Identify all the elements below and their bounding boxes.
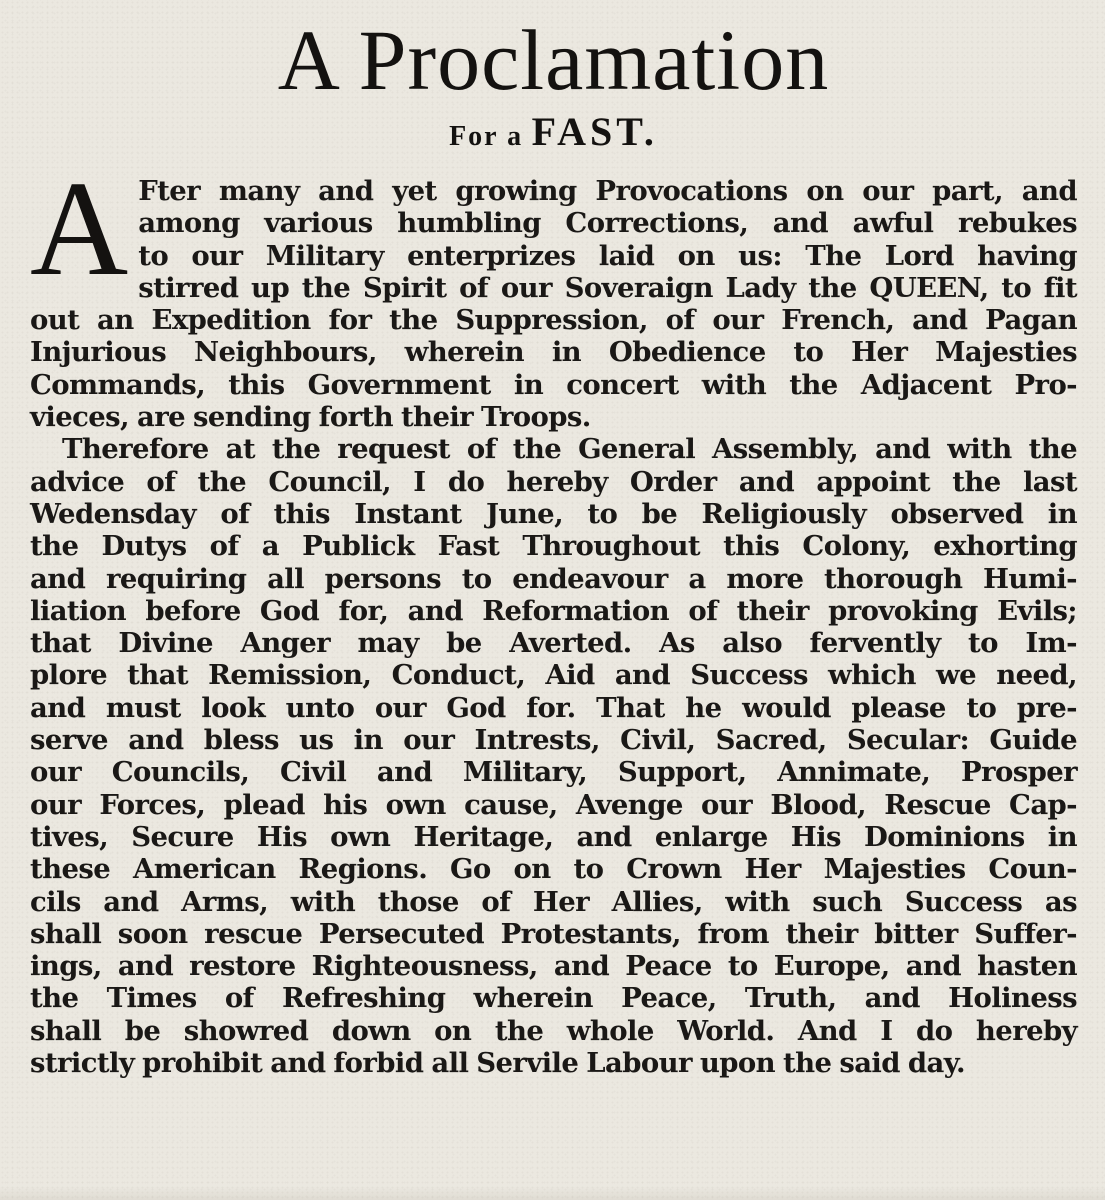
page-title: A Proclamation [277,12,830,108]
paragraph-two [30,433,1077,1079]
text-line: to our Military enterprizes laid on us: The Lord having [138,239,1077,272]
subtitle-for-a: For a [449,121,524,152]
text-line: liation before God for, and Reformation of their provoking Evils; [30,594,1077,627]
text-line: strictly prohibit and forbid all Servile Labour upon the said day. [30,1047,965,1080]
text-line: and must look unto our God for. That he would please to pre- [30,691,1077,724]
text-line: shall be showred down on the whole World. And I do hereby [30,1014,1077,1047]
text-line: tives, Secure His own Heritage, and enlarge His Dominions in [30,820,1077,853]
text-line: that Divine Anger may be Averted. As also fervently to Im- [30,627,1077,660]
subtitle-fast: FAST. [531,109,658,154]
text-line: advice of the Council, I do hereby Order and appoint the last [30,465,1077,498]
text-line: our Forces, plead his own cause, Avenge our Blood, Rescue Cap- [30,788,1077,821]
text-line: ings, and restore Righteousness, and Peace to Europe, and hasten [30,950,1077,983]
page-subtitle [30,109,1077,157]
text-line: stirred up the Spirit of our Soveraign Lady the QUEEN, to fit [138,271,1077,304]
text-line: plore that Remission, Conduct, Aid and Success which we need, [30,659,1077,692]
text-line: shall soon rescue Persecuted Protestants, from their bitter Suffer- [30,917,1077,950]
text-line: our Councils, Civil and Military, Support, Annimate, Prosper [30,756,1077,789]
text-line: Commands, this Government in concert with the Adjacent Pro- [30,368,1077,401]
drop-cap: A [30,154,129,304]
text-line: the Times of Refreshing wherein Peace, Truth, and Holiness [30,982,1077,1015]
text-line: among various humbling Corrections, and awful rebukes [138,207,1077,240]
text-line: serve and bless us in our Intrests, Civil, Sacred, Secular: Guide [30,724,1077,757]
text-line: and requiring all persons to endeavour a more thorough Humi- [30,562,1077,595]
text-line: these American Regions. Go on to Crown Her Majesties Coun- [30,853,1077,886]
text-line: the Dutys of a Publick Fast Throughout this Colony, exhorting [30,530,1077,563]
proclamation-body [30,154,1077,1080]
text-line: cils and Arms, with those of Her Allies, with such Success as [30,885,1077,918]
text-line: Wedensday of this Instant June, to be Religiously observed in [30,497,1077,530]
text-line: Therefore at the request of the General Assembly, and with the [62,433,1077,466]
text-line: Injurious Neighbours, wherein in Obedience to Her Majesties [30,336,1077,369]
text-line: vieces, are sending forth their Troops. [30,401,591,434]
paper-edge-shade [0,1186,1105,1200]
text-line: out an Expedition for the Suppression, of our French, and Pagan [30,304,1077,337]
text-line: Fter many and yet growing Provocations on our part, and [138,175,1077,207]
paragraph-one [30,154,1077,434]
